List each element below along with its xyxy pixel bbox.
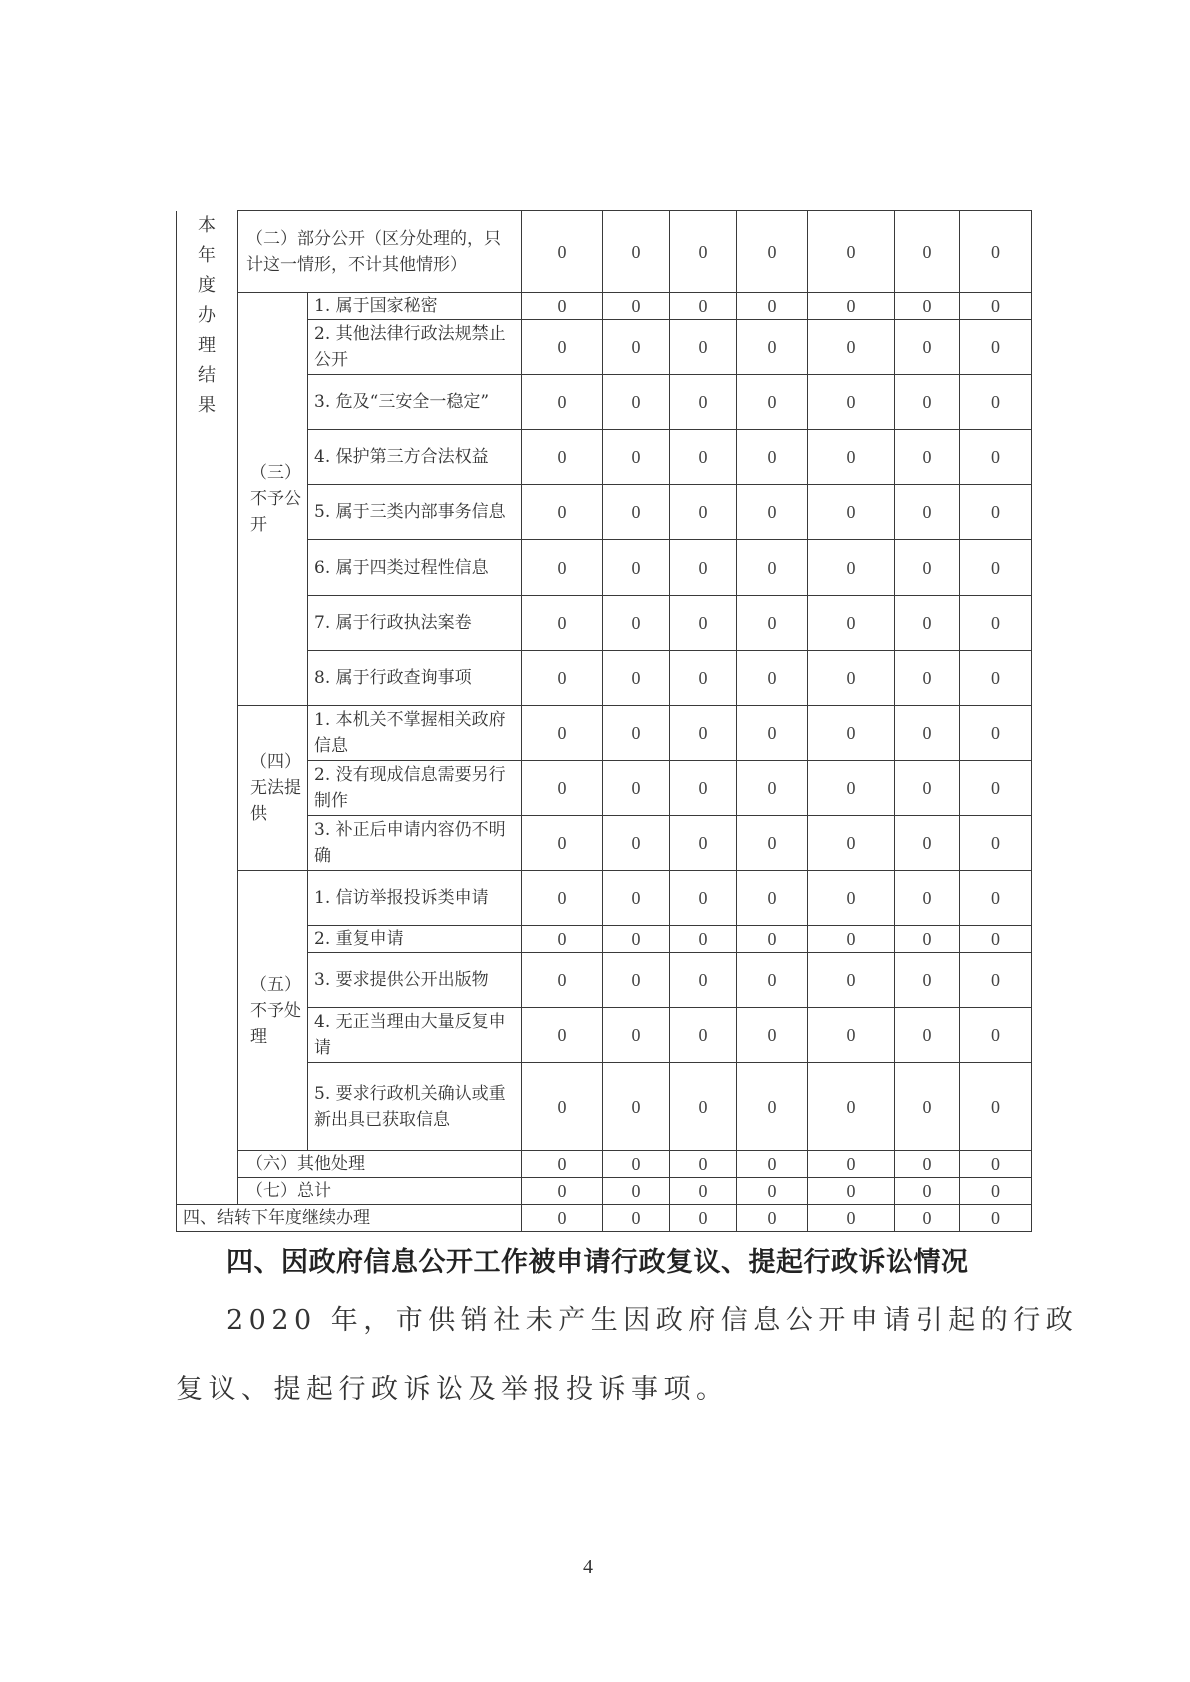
value-cell: 0	[808, 211, 895, 293]
value-cell: 0	[603, 706, 670, 761]
value-cell: 0	[960, 320, 1032, 375]
value-cell: 0	[960, 816, 1032, 871]
section-paragraph-line-1: 2020 年，市供销社未产生因政府信息公开申请引起的行政	[226, 1305, 1079, 1336]
value-cell: 0	[895, 1178, 960, 1205]
value-cell: 0	[522, 953, 603, 1008]
value-cell: 0	[670, 596, 737, 651]
value-cell: 0	[737, 485, 808, 540]
value-cell: 0	[737, 816, 808, 871]
value-cell: 0	[808, 761, 895, 816]
value-cell: 0	[603, 1008, 670, 1063]
value-cell: 0	[808, 1205, 895, 1232]
value-cell: 0	[960, 375, 1032, 430]
value-cell: 0	[808, 540, 895, 596]
value-cell: 0	[522, 1205, 603, 1232]
outer-group-label: 本年度办理结果	[177, 211, 238, 1205]
value-cell: 0	[670, 1178, 737, 1205]
value-cell: 0	[603, 926, 670, 953]
value-cell: 0	[670, 706, 737, 761]
value-cell: 0	[522, 430, 603, 485]
table-row	[177, 706, 1032, 761]
value-cell: 0	[522, 1151, 603, 1178]
value-cell: 0	[670, 761, 737, 816]
row-label: （二）部分公开（区分处理的，只计这一情形，不计其他情形）	[238, 211, 522, 293]
table-row-total	[177, 1178, 1032, 1205]
table-row	[177, 871, 1032, 926]
value-cell: 0	[895, 953, 960, 1008]
value-cell: 0	[603, 871, 670, 926]
value-cell: 0	[522, 651, 603, 706]
value-cell: 0	[895, 485, 960, 540]
value-cell: 0	[522, 596, 603, 651]
value-cell: 0	[808, 651, 895, 706]
value-cell: 0	[522, 211, 603, 293]
value-cell: 0	[737, 706, 808, 761]
row-label: 3. 补正后申请内容仍不明确	[308, 816, 522, 871]
row-label: 四、结转下年度继续办理	[177, 1205, 522, 1232]
row-label: 4. 保护第三方合法权益	[308, 430, 522, 485]
value-cell: 0	[737, 1151, 808, 1178]
value-cell: 0	[603, 816, 670, 871]
value-cell: 0	[808, 706, 895, 761]
value-cell: 0	[603, 485, 670, 540]
value-cell: 0	[603, 651, 670, 706]
value-cell: 0	[603, 375, 670, 430]
value-cell: 0	[670, 211, 737, 293]
value-cell: 0	[737, 1008, 808, 1063]
value-cell: 0	[522, 375, 603, 430]
value-cell: 0	[737, 596, 808, 651]
value-cell: 0	[960, 871, 1032, 926]
row-label: （七）总计	[238, 1178, 522, 1205]
table-row-other	[177, 1151, 1032, 1178]
table-row-partial-open	[177, 211, 1032, 293]
value-cell: 0	[603, 1151, 670, 1178]
value-cell: 0	[960, 485, 1032, 540]
value-cell: 0	[670, 1205, 737, 1232]
row-label: 2. 其他法律行政法规禁止公开	[308, 320, 522, 375]
value-cell: 0	[670, 320, 737, 375]
row-label: 2. 没有现成信息需要另行制作	[308, 761, 522, 816]
value-cell: 0	[808, 816, 895, 871]
value-cell: 0	[895, 706, 960, 761]
value-cell: 0	[895, 540, 960, 596]
value-cell: 0	[603, 320, 670, 375]
value-cell: 0	[737, 211, 808, 293]
value-cell: 0	[808, 926, 895, 953]
value-cell: 0	[960, 540, 1032, 596]
value-cell: 0	[895, 293, 960, 320]
value-cell: 0	[603, 1205, 670, 1232]
value-cell: 0	[960, 1178, 1032, 1205]
value-cell: 0	[895, 1151, 960, 1178]
row-label: 7. 属于行政执法案卷	[308, 596, 522, 651]
value-cell: 0	[737, 926, 808, 953]
row-label: 1. 属于国家秘密	[308, 293, 522, 320]
value-cell: 0	[895, 211, 960, 293]
row-label: 3. 要求提供公开出版物	[308, 953, 522, 1008]
value-cell: 0	[603, 293, 670, 320]
value-cell: 0	[522, 1063, 603, 1151]
table-row-carryover	[177, 1205, 1032, 1232]
row-label: 2. 重复申请	[308, 926, 522, 953]
value-cell: 0	[808, 1008, 895, 1063]
row-label: （六）其他处理	[238, 1151, 522, 1178]
value-cell: 0	[960, 596, 1032, 651]
value-cell: 0	[895, 1008, 960, 1063]
value-cell: 0	[895, 320, 960, 375]
value-cell: 0	[603, 1178, 670, 1205]
value-cell: 0	[737, 430, 808, 485]
value-cell: 0	[895, 596, 960, 651]
value-cell: 0	[737, 1178, 808, 1205]
value-cell: 0	[808, 1178, 895, 1205]
value-cell: 0	[522, 706, 603, 761]
value-cell: 0	[895, 926, 960, 953]
section-heading: 四、因政府信息公开工作被申请行政复议、提起行政诉讼情况	[226, 1247, 969, 1278]
value-cell: 0	[808, 430, 895, 485]
page-number: 4	[583, 1556, 593, 1578]
row-label: 3. 危及“三安全一稳定”	[308, 375, 522, 430]
value-cell: 0	[960, 706, 1032, 761]
value-cell: 0	[522, 1178, 603, 1205]
value-cell: 0	[737, 293, 808, 320]
row-label: 6. 属于四类过程性信息	[308, 540, 522, 596]
value-cell: 0	[960, 1205, 1032, 1232]
value-cell: 0	[808, 485, 895, 540]
value-cell: 0	[522, 540, 603, 596]
value-cell: 0	[895, 375, 960, 430]
value-cell: 0	[808, 1151, 895, 1178]
table-row	[177, 293, 1032, 320]
value-cell: 0	[960, 761, 1032, 816]
value-cell: 0	[522, 871, 603, 926]
value-cell: 0	[895, 1063, 960, 1151]
value-cell: 0	[895, 816, 960, 871]
value-cell: 0	[808, 375, 895, 430]
value-cell: 0	[737, 1205, 808, 1232]
value-cell: 0	[895, 430, 960, 485]
value-cell: 0	[960, 430, 1032, 485]
value-cell: 0	[960, 211, 1032, 293]
value-cell: 0	[603, 953, 670, 1008]
value-cell: 0	[808, 953, 895, 1008]
row-label: 8. 属于行政查询事项	[308, 651, 522, 706]
section-paragraph-line-2: 复议、提起行政诉讼及举报投诉事项。	[176, 1374, 729, 1405]
value-cell: 0	[895, 761, 960, 816]
value-cell: 0	[737, 953, 808, 1008]
value-cell: 0	[522, 293, 603, 320]
value-cell: 0	[603, 430, 670, 485]
value-cell: 0	[603, 1063, 670, 1151]
value-cell: 0	[670, 375, 737, 430]
value-cell: 0	[603, 761, 670, 816]
value-cell: 0	[603, 211, 670, 293]
value-cell: 0	[522, 485, 603, 540]
value-cell: 0	[737, 540, 808, 596]
value-cell: 0	[737, 871, 808, 926]
value-cell: 0	[522, 1008, 603, 1063]
group-label: （五）不予处理	[238, 871, 308, 1151]
value-cell: 0	[960, 651, 1032, 706]
row-label: 5. 属于三类内部事务信息	[308, 485, 522, 540]
value-cell: 0	[670, 926, 737, 953]
value-cell: 0	[895, 871, 960, 926]
value-cell: 0	[737, 761, 808, 816]
value-cell: 0	[960, 926, 1032, 953]
value-cell: 0	[522, 320, 603, 375]
value-cell: 0	[960, 293, 1032, 320]
value-cell: 0	[808, 596, 895, 651]
value-cell: 0	[895, 1205, 960, 1232]
group-label: （三）不予公开	[238, 293, 308, 706]
value-cell: 0	[522, 761, 603, 816]
value-cell: 0	[603, 540, 670, 596]
value-cell: 0	[808, 320, 895, 375]
value-cell: 0	[960, 1008, 1032, 1063]
value-cell: 0	[737, 1063, 808, 1151]
value-cell: 0	[670, 540, 737, 596]
row-label: 5. 要求行政机关确认或重新出具已获取信息	[308, 1063, 522, 1151]
disclosure-results-table	[176, 210, 1032, 1232]
value-cell: 0	[960, 953, 1032, 1008]
row-label: 1. 信访举报投诉类申请	[308, 871, 522, 926]
value-cell: 0	[960, 1063, 1032, 1151]
value-cell: 0	[808, 293, 895, 320]
value-cell: 0	[670, 651, 737, 706]
value-cell: 0	[808, 871, 895, 926]
value-cell: 0	[670, 816, 737, 871]
value-cell: 0	[737, 375, 808, 430]
row-label: 1. 本机关不掌握相关政府信息	[308, 706, 522, 761]
value-cell: 0	[522, 816, 603, 871]
row-label: 4. 无正当理由大量反复申请	[308, 1008, 522, 1063]
value-cell: 0	[522, 926, 603, 953]
value-cell: 0	[737, 651, 808, 706]
value-cell: 0	[670, 953, 737, 1008]
value-cell: 0	[603, 596, 670, 651]
value-cell: 0	[670, 871, 737, 926]
value-cell: 0	[670, 1151, 737, 1178]
value-cell: 0	[808, 1063, 895, 1151]
value-cell: 0	[670, 293, 737, 320]
value-cell: 0	[960, 1151, 1032, 1178]
value-cell: 0	[895, 651, 960, 706]
group-label: （四）无法提供	[238, 706, 308, 871]
value-cell: 0	[670, 1008, 737, 1063]
value-cell: 0	[737, 320, 808, 375]
value-cell: 0	[670, 1063, 737, 1151]
value-cell: 0	[670, 430, 737, 485]
value-cell: 0	[670, 485, 737, 540]
